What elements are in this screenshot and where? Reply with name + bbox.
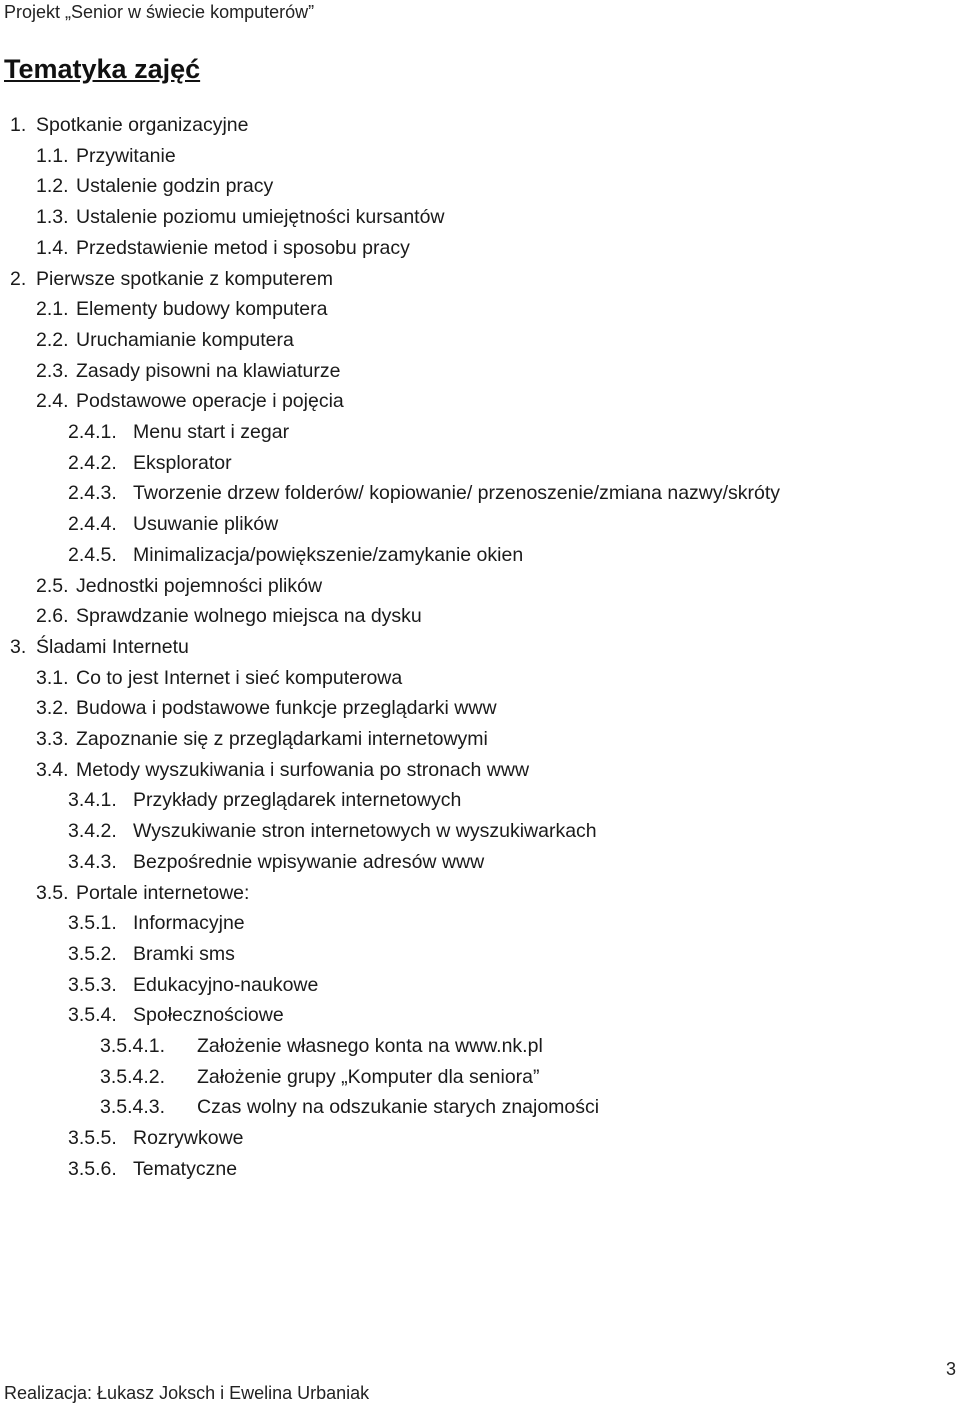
outline-item-number: 3.2. [36,697,69,720]
outline-item-text: Jednostki pojemności plików [76,574,323,597]
outline-item-number: 3. [10,635,27,658]
outline-item-text: Spotkanie organizacyjne [36,114,249,136]
outline-item-number: 2. [10,267,27,290]
outline-item-number: 3.4.2. [68,820,117,843]
outline-item-text: Społecznościowe [133,1004,284,1027]
outline-item-text: Edukacyjno-naukowe [133,973,319,996]
outline-item-number: 2.2. [36,328,69,351]
outline-item-text: Uruchamianie komputera [76,328,294,351]
outline-item-number: 3.4.1. [68,789,117,812]
page-title: Tematyka zajęć [4,54,201,84]
outline-item-text: Pierwsze spotkanie z komputerem [36,267,333,290]
outline-item-number: 3.4. [36,758,69,781]
page-number: 3 [945,1359,956,1379]
outline-item-number: 2.4. [36,390,69,413]
outline-item-text: Minimalizacja/powiększenie/zamykanie okien [133,543,524,566]
outline-item-text: Tematyczne [133,1157,238,1180]
outline-item-number: 3.5.2. [68,942,117,965]
outline-item-text: Śladami Internetu [36,635,189,658]
outline-item-number: 2.4.4. [68,513,117,536]
outline-item-number: 2.4.5. [68,543,117,566]
outline-item-number: 3.5.1. [68,912,117,935]
outline-item-number: 3.5.4. [68,1004,117,1027]
outline-item-number: 3.5.4.3. [100,1096,166,1119]
outline-item-text: Menu start i zegar [133,421,290,443]
outline-item-text: Rozrywkowe [133,1127,244,1150]
outline-item-number: 1.2. [36,175,69,198]
outline-item-number: 3.5. [36,881,69,904]
outline-item-text: Zasady pisowni na klawiaturze [76,359,341,382]
outline-item-number: 2.6. [36,605,69,628]
outline-item-text: Eksplorator [133,451,232,474]
outline-item-text: Sprawdzanie wolnego miejsca na dysku [76,605,422,628]
outline-item-text: Elementy budowy komputera [76,298,328,321]
outline-item-number: 2.4.1. [68,421,117,443]
outline-item-number: 1.3. [36,206,69,229]
outline-item-number: 3.1. [36,666,69,689]
page-header: Projekt „Senior w świecie komputerów” [4,2,315,22]
outline-item-text: Budowa i podstawowe funkcje przeglądarki www [76,697,497,720]
outline-item-number: 2.5. [36,574,69,597]
outline-item-number: 3.5.6. [68,1157,117,1180]
outline-item-text: Podstawowe operacje i pojęcia [76,390,344,413]
outline-item-text: Przedstawienie metod i sposobu pracy [76,236,410,259]
outline-item-text: Przykłady przeglądarek internetowych [133,789,462,812]
outline-item-text: Założenie własnego konta na www.nk.pl [197,1035,543,1057]
outline-item-text: Założenie grupy „Komputer dla seniora” [197,1065,540,1088]
outline-item-text: Bramki sms [133,942,235,965]
outline-item-text: Co to jest Internet i sieć komputerowa [76,666,403,689]
outline-item-number: 2.3. [36,359,69,382]
outline-item-text: Bezpośrednie wpisywanie adresów www [133,850,485,873]
outline-item-number: 1.1. [36,144,69,167]
outline-item-number: 1.4. [36,236,69,259]
outline-item-text: Ustalenie godzin pracy [76,175,274,198]
outline-item-number: 3.5.4.2. [100,1065,166,1088]
outline-item-text: Czas wolny na odszukanie starych znajomości [197,1096,600,1119]
outline-item-text: Usuwanie plików [133,513,279,536]
outline-item-text: Metody wyszukiwania i surfowania po stronach www [76,758,530,781]
outline-item-number: 2.4.2. [68,451,117,474]
outline-item-text: Portale internetowe: [76,881,250,904]
outline-item-text: Zapoznanie się z przeglądarkami internetowymi [76,728,488,750]
outline-item-number: 1. [10,114,27,136]
outline-item-text: Wyszukiwanie stron internetowych w wyszukiwarkach [133,820,597,843]
outline-item-number: 3.5.3. [68,973,117,996]
outline-item-number: 3.5.5. [68,1127,117,1150]
outline-item-text: Ustalenie poziomu umiejętności kursantów [76,206,445,229]
outline-item-text: Przywitanie [76,144,176,167]
outline-item-text: Informacyjne [133,912,245,935]
outline-item-number: 3.5.4.1. [100,1035,166,1057]
outline-item-text: Tworzenie drzew folderów/ kopiowanie/ przenoszenie/zmiana nazwy/skróty [133,482,781,505]
outline-item-number: 2.1. [36,298,69,321]
page-footer: Realizacja: Łukasz Joksch i Ewelina Urbaniak [4,1383,370,1403]
outline-item-number: 3.4.3. [68,850,117,873]
outline-item-number: 2.4.3. [68,482,117,505]
outline-item-number: 3.3. [36,728,69,750]
